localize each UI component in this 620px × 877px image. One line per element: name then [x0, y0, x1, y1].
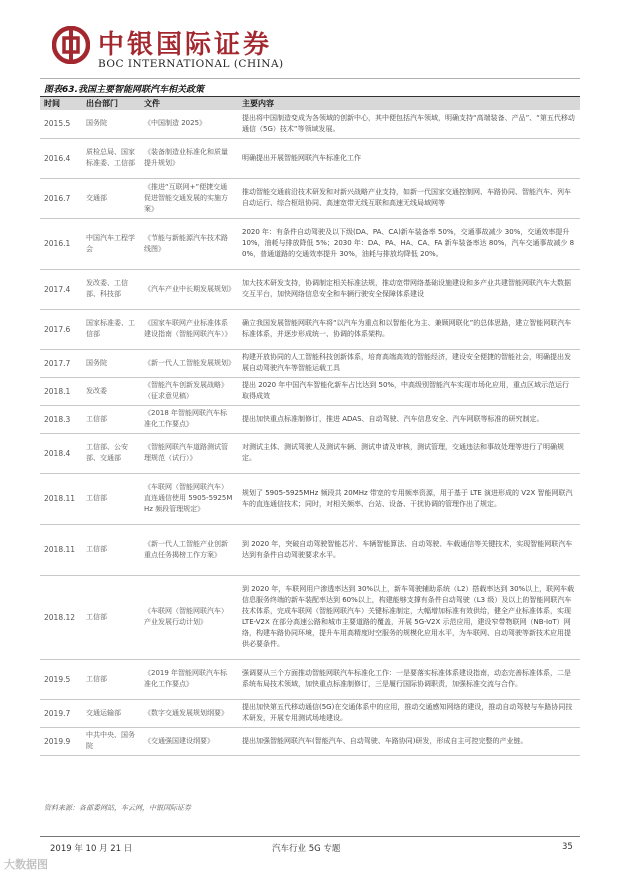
- row-main-content: 提出加强智能网联汽车(智能汽车、自动驾驶、车路协同)研发，形成自主可控完整的产业链。: [238, 727, 580, 755]
- row-year: 2019.5: [40, 659, 82, 699]
- policy-table: [40, 97, 580, 756]
- table-row: [40, 699, 580, 727]
- table-row: [40, 269, 580, 309]
- row-main-content: 加大技术研发支持，协调制定相关标准法规，推动宽带网络基础设施建设和多产业共建智能网联汽车大数据交互平台，加快网络信息安全和车辆行驶安全保障体系建设: [238, 269, 580, 309]
- row-department: 交通运输部: [82, 699, 140, 727]
- row-department: 中国汽车工程学会: [82, 218, 140, 269]
- table-row: [40, 349, 580, 377]
- row-year: 2018.11: [40, 473, 82, 524]
- footer-divider: [40, 836, 580, 837]
- page-number: 35: [562, 842, 573, 852]
- table-row: [40, 377, 580, 405]
- row-document: 《车联网（智能网联汽车）直连通信使用 5905-5925MHz 频段管理规定》: [140, 473, 238, 524]
- row-year: 2018.3: [40, 405, 82, 433]
- row-year: 2018.12: [40, 575, 82, 659]
- row-main-content: 明确提出开展智能网联汽车标准化工作: [238, 138, 580, 178]
- row-year: 2018.4: [40, 433, 82, 473]
- row-main-content: 推动智能交通前沿技术研发和对新兴战略产业支持，如新一代国家交通控制网、车路协同、智能汽车、列车自动运行、综合枢纽协同、高速宽带无线互联和高速无线局域网等: [238, 178, 580, 218]
- row-document: 《2019 年智能网联汽车标准化工作要点》: [140, 659, 238, 699]
- row-document: 《智能汽车创新发展战略》（征求意见稿）: [140, 377, 238, 405]
- header-department: 出台部门: [82, 97, 140, 110]
- row-main-content: 对测试主体、测试驾驶人及测试车辆、测试申请及审核，测试管理，交通违法和事故处理等进行了明确规定。: [238, 433, 580, 473]
- row-year: 2015.5: [40, 110, 82, 138]
- row-department: 国家标准委、工信部: [82, 309, 140, 349]
- row-department: 发改委、工信部、科技部: [82, 269, 140, 309]
- row-main-content: 提出将中国制造变成为各领域的创新中心，其中便包括汽车领域，明确支持“高端装备、产品”、“第五代移动通信（5G）技术”等领域发展。: [238, 110, 580, 138]
- row-document: 《智能网联汽车道路测试管理规范（试行）》: [140, 433, 238, 473]
- header-document: 文件: [140, 97, 238, 110]
- table-title: 图表63.我国主要智能网联汽车相关政策: [44, 85, 204, 95]
- row-year: 2016.7: [40, 178, 82, 218]
- footer-report-name: 汽车行业 5G 专题: [272, 844, 341, 854]
- table-row: [40, 138, 580, 178]
- row-year: 2019.7: [40, 699, 82, 727]
- table-row: [40, 727, 580, 755]
- row-document: 《新一代人工智能产业创新重点任务揭榜工作方案》: [140, 524, 238, 575]
- logo-english-name: BOC INTERNATIONAL (CHINA): [98, 58, 284, 70]
- row-main-content: 2020 年：有条件自动驾驶及以下级(DA、PA、CA)新车装备率 50%，交通事故减少 30%，交通效率提升 10%，油耗与排放降低 5%；2030 年：DA、PA、HA、CA、FA 新车装备率达 80%，汽车交通事故减少 80%，普通道路的交通效率提升 30%，油耗与排放均降低 20%。: [238, 218, 580, 269]
- header-main-content: 主要内容: [238, 97, 580, 110]
- table-row: [40, 218, 580, 269]
- table-row: [40, 110, 580, 138]
- row-year: 2018.11: [40, 524, 82, 575]
- footer-date: 2019 年 10 月 21 日: [50, 844, 133, 854]
- table-row: [40, 309, 580, 349]
- row-document: 《装备制造业标准化和质量提升规划》: [140, 138, 238, 178]
- row-document: 《中国制造 2025》: [140, 110, 238, 138]
- row-department: 工信部: [82, 473, 140, 524]
- row-year: 2017.4: [40, 269, 82, 309]
- row-department: 工信部: [82, 659, 140, 699]
- header-time: 时间: [40, 97, 82, 110]
- row-main-content: 到 2020 年，车联网用户渗透率达到 30%以上，新车驾驶辅助系统（L2）搭载率达到 30%以上，联网车载信息服务终端的新车装配率达到 60%以上，构建能够支撑有条件自动驾驶（L3 级）及以上的智能网联汽车技术体系，完成车联网（智能网联汽车）关键标准制定，大幅增加标准有效供给，健全产业标准体系，实现 LTE-V2X 在部分高速公路和城市主要道路的覆盖，开展 5G-V2X 示范应用，建设窄带物联网（NB-IoT）网络，构建车路协同环境，提升车用高精度时空服务的规模化应用水平，为车联网、自动驾驶等新技术应用提供必要条件。: [238, 575, 580, 659]
- row-department: 工信部: [82, 405, 140, 433]
- row-document: 《交通强国建设纲要》: [140, 727, 238, 755]
- table-header-row: [40, 97, 580, 110]
- row-year: 2016.1: [40, 218, 82, 269]
- header-divider: [40, 78, 580, 79]
- row-document: 《节能与新能源汽车技术路线图》: [140, 218, 238, 269]
- table-row: [40, 659, 580, 699]
- row-main-content: 强调要从三个方面推动智能网联汽车标准化工作：一是要落实标准体系建设指南，动态完善标准体系，二是系统布局技术领域，加快重点标准制修订，三是履行国际协调职责，加强标准交流与合作。: [238, 659, 580, 699]
- row-document: 《推进“互联网+”便捷交通促进智能交通发展的实施方案》: [140, 178, 238, 218]
- row-department: 工信部: [82, 575, 140, 659]
- row-document: 《国家车联网产业标准体系建设指南（智能网联汽车）》: [140, 309, 238, 349]
- logo-chinese-name: 中银国际证券: [98, 30, 273, 60]
- row-main-content: 规划了 5905-5925MHz 频段共 20MHz 带宽的专用频率资源，用于基于 LTE 演进形成的 V2X 智能网联汽车的直连通信技术；同时，对相关频率、台站、设备、干扰协调的管理作出了规定。: [238, 473, 580, 524]
- table-body: [40, 110, 580, 755]
- row-year: 2016.4: [40, 138, 82, 178]
- row-main-content: 提出 2020 年中国汽车智能化新车占比达到 50%，中高级别智能汽车实现市场化应用，重点区域示范运行取得成效: [238, 377, 580, 405]
- row-document: 《数字交通发展规划纲要》: [140, 699, 238, 727]
- row-department: 中共中央、国务院: [82, 727, 140, 755]
- row-year: 2017.7: [40, 349, 82, 377]
- boc-logo-icon: [52, 26, 90, 64]
- watermark: 大数据图: [4, 858, 48, 871]
- row-department: 质检总局、国家标准委、工信部: [82, 138, 140, 178]
- row-document: 《车联网（智能网联汽车）产业发展行动计划》: [140, 575, 238, 659]
- table-row: [40, 433, 580, 473]
- row-department: 工信部: [82, 524, 140, 575]
- row-main-content: 提出加快重点标准制修订，推进 ADAS、自动驾驶、汽车信息安全、汽车网联等标准的研究制定。: [238, 405, 580, 433]
- table-row: [40, 524, 580, 575]
- table-row: [40, 178, 580, 218]
- row-department: 工信部、公安部、交通部: [82, 433, 140, 473]
- row-main-content: 构建开放协同的人工智能科技创新体系，培育高端高效的智能经济，建设安全便捷的智能社会，明确提出发展自动驾驶汽车等智能运载工具: [238, 349, 580, 377]
- row-department: 交通部: [82, 178, 140, 218]
- row-department: 发改委: [82, 377, 140, 405]
- table-row: [40, 473, 580, 524]
- row-year: 2019.9: [40, 727, 82, 755]
- table-row: [40, 405, 580, 433]
- row-department: 国务院: [82, 349, 140, 377]
- row-main-content: 确立我国发展智能网联汽车将“以汽车为重点和以智能化为主、兼顾网联化”的总体思路，建立智能网联汽车标准体系，并逐步形成统一、协调的体系架构。: [238, 309, 580, 349]
- table-row: [40, 575, 580, 659]
- row-document: 《新一代人工智能发展规划》: [140, 349, 238, 377]
- row-main-content: 提出加快第五代移动通信(5G)在交通体系中的应用，推动交通感知网络的建设，推动自动驾驶与车路协同技术研发，开展专用测试场地建设。: [238, 699, 580, 727]
- row-year: 2018.1: [40, 377, 82, 405]
- source-note: 资料来源：各部委网站，车云网，中银国际证券: [44, 804, 191, 812]
- row-main-content: 到 2020 年，突破自动驾驶智能芯片、车辆智能算法、自动驾驶、车载通信等关键技术，实现智能网联汽车达到有条件自动驾驶要求水平。: [238, 524, 580, 575]
- row-document: 《汽车产业中长期发展规划》: [140, 269, 238, 309]
- row-department: 国务院: [82, 110, 140, 138]
- row-year: 2017.6: [40, 309, 82, 349]
- row-document: 《2018 年智能网联汽车标准化工作要点》: [140, 405, 238, 433]
